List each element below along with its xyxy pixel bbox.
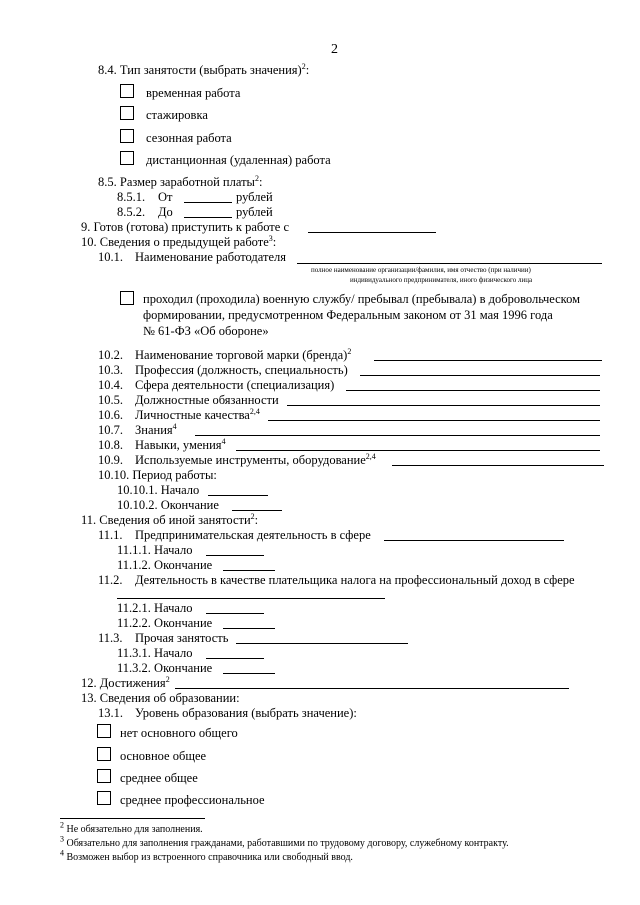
other-end-field[interactable] (223, 673, 275, 674)
salary-heading: 8.5. Размер заработной платы$^2$: (98, 173, 263, 189)
salary-to-unit: рублей (236, 205, 273, 219)
personal-qualities-field[interactable] (268, 420, 600, 421)
tax-end-label: 11.2.2. Окончание (117, 616, 213, 630)
other-employment-heading: 11. Сведения об иной занятости$^2$: (81, 511, 259, 527)
tax-num: 11.2. (98, 573, 123, 587)
checkbox-remote[interactable] (120, 151, 134, 165)
item-10-8-num: 10.8. (98, 438, 123, 452)
military-line-3: № 61-ФЗ «Об обороне» (143, 324, 269, 338)
salary-to-label: До (158, 205, 173, 219)
work-end-label: 10.10.2. Окончание (117, 498, 219, 512)
entrepreneur-start-label: 11.1.1. Начало (117, 543, 193, 557)
item-10-3-num: 10.3. (98, 363, 123, 377)
item-10-4-label: Сфера деятельности (специализация) (135, 378, 335, 392)
option-remote: дистанционная (удаленная) работа (146, 153, 331, 167)
checkbox-vocational[interactable] (97, 791, 111, 805)
item-10-9-label: Используемые инструменты, оборудование$^{2,4}$ (135, 451, 376, 467)
field-of-activity-field[interactable] (346, 390, 600, 391)
salary-from-label: От (158, 190, 173, 204)
employer-hint-1: полное наименование организации/фамилия, имя отчество (при наличии) (311, 266, 531, 274)
item-10-2-label: Наименование торговой марки (бренда)$^2$ (135, 346, 352, 362)
work-start-field[interactable] (208, 495, 268, 496)
checkbox-internship[interactable] (120, 106, 134, 120)
duties-field[interactable] (287, 405, 600, 406)
item-10-5-num: 10.5. (98, 393, 123, 407)
item-10-4-num: 10.4. (98, 378, 123, 392)
achievements-field[interactable] (175, 688, 569, 689)
checkbox-military-service[interactable] (120, 291, 134, 305)
tax-start-field[interactable] (206, 613, 264, 614)
education-level-label: Уровень образования (выбрать значение): (135, 706, 357, 720)
entrepreneur-end-label: 11.1.2. Окончание (117, 558, 213, 572)
skills-field[interactable] (236, 450, 600, 451)
checkbox-secondary-general[interactable] (97, 769, 111, 783)
item-10-7-label: Знания$^4$ (135, 421, 177, 437)
employer-label: Наименование работодателя (135, 250, 287, 264)
achievements-label: 12. Достижения$^2$ (81, 674, 170, 690)
item-10-7-num: 10.7. (98, 423, 123, 437)
option-secondary-general: среднее общее (120, 771, 198, 785)
checkbox-temporary[interactable] (120, 84, 134, 98)
item-10-8-label: Навыки, умения$^4$ (135, 436, 226, 452)
military-line-2: формировании, предусмотренном Федеральным законом от 31 мая 1996 года (143, 308, 553, 322)
tools-field[interactable] (392, 465, 604, 466)
footnote-4: $^4$ Возможен выбор из встроенного справочника или свободный ввод. (60, 848, 353, 863)
item-10-2-num: 10.2. (98, 348, 123, 362)
work-start-label: 10.10.1. Начало (117, 483, 200, 497)
previous-work-heading: 10. Сведения о предыдущей работе$^3$: (81, 233, 277, 249)
checkbox-basic-general[interactable] (97, 747, 111, 761)
brand-field[interactable] (374, 360, 602, 361)
entrepreneur-field[interactable] (384, 540, 564, 541)
option-basic-general: основное общее (120, 749, 207, 763)
military-line-1: проходил (проходила) военную службу/ пребывал (пребывала) в добровольческом (143, 292, 581, 306)
option-no-basic: нет основного общего (120, 726, 238, 740)
item-10-9-num: 10.9. (98, 453, 123, 467)
item-10-6-label: Личностные качества$^{2,4}$ (135, 406, 260, 422)
other-start-field[interactable] (206, 658, 264, 659)
profession-field[interactable] (360, 375, 600, 376)
salary-from-num: 8.5.1. (117, 190, 146, 204)
footnote-separator (60, 818, 205, 819)
salary-from-unit: рублей (236, 190, 273, 204)
employer-num: 10.1. (98, 250, 123, 264)
entrepreneur-end-field[interactable] (223, 570, 275, 571)
page-number: 2 (331, 42, 338, 57)
option-vocational: среднее профессиональное (120, 793, 265, 807)
entrepreneur-start-field[interactable] (206, 555, 264, 556)
item-10-3-label: Профессия (должность, специальность) (135, 363, 348, 377)
tax-label: Деятельность в качестве плательщика налога на профессиональный доход в сфере (135, 573, 575, 587)
education-heading: 13. Сведения об образовании: (81, 691, 240, 705)
education-level-num: 13.1. (98, 706, 123, 720)
salary-to-num: 8.5.2. (117, 205, 146, 219)
tax-start-label: 11.2.1. Начало (117, 601, 193, 615)
work-period-label: 10.10. Период работы: (98, 468, 217, 482)
employment-type-heading: 8.4. Тип занятости (выбрать значения)$^2$: (98, 61, 310, 77)
employer-field[interactable] (297, 263, 602, 264)
tax-end-field[interactable] (223, 628, 275, 629)
other-num: 11.3. (98, 631, 123, 645)
tax-field[interactable] (117, 598, 385, 599)
other-label: Прочая занятость (135, 631, 229, 645)
work-end-field[interactable] (232, 510, 282, 511)
other-start-label: 11.3.1. Начало (117, 646, 193, 660)
knowledge-field[interactable] (195, 435, 600, 436)
item-10-6-num: 10.6. (98, 408, 123, 422)
start-date-label: 9. Готов (готова) приступить к работе с (81, 220, 289, 234)
option-seasonal: сезонная работа (146, 131, 232, 145)
footnote-3: $^3$ Обязательно для заполнения гражданами, работавшими по трудовому договору, служебному контракту. (60, 834, 509, 849)
salary-from-field[interactable] (184, 202, 232, 203)
entrepreneur-label: Предпринимательская деятельность в сфере (135, 528, 371, 542)
option-temporary: временная работа (146, 86, 241, 100)
employer-hint-2: индивидуального предпринимателя, иного физического лица (350, 276, 533, 284)
start-date-field[interactable] (308, 232, 436, 233)
footnote-2: $^2$ Не обязательно для заполнения. (60, 820, 203, 835)
other-end-label: 11.3.2. Окончание (117, 661, 213, 675)
entrepreneur-num: 11.1. (98, 528, 123, 542)
other-field[interactable] (236, 643, 408, 644)
item-10-5-label: Должностные обязанности (135, 393, 279, 407)
checkbox-no-basic[interactable] (97, 724, 111, 738)
checkbox-seasonal[interactable] (120, 129, 134, 143)
salary-to-field[interactable] (184, 217, 232, 218)
option-internship: стажировка (146, 108, 208, 122)
